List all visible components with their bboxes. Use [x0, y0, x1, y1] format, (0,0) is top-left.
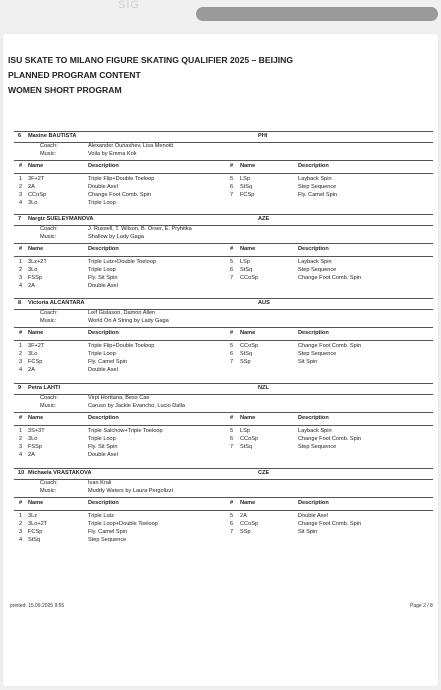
element-code: CCoSp [240, 521, 259, 527]
element-description: Change Foot Comb. Spin [88, 192, 152, 198]
coach-row [14, 143, 433, 151]
element-code: SSp [240, 529, 251, 535]
printed-timestamp: printed: 15.09.2025 9:55 [10, 603, 65, 609]
name-col-header: Name [240, 330, 256, 336]
element-row [14, 436, 433, 444]
start-number: 9 [18, 385, 22, 391]
element-code: 2A [240, 513, 247, 519]
element-number: 3 [19, 192, 23, 198]
hash-col-header: # [230, 246, 234, 252]
element-number: 6 [230, 436, 234, 442]
name-col-header: Name [240, 246, 256, 252]
element-table-header [14, 243, 433, 257]
music-value: Voila by Emma Kok [88, 151, 137, 157]
coach-label: Coach: [40, 310, 58, 316]
element-number: 5 [230, 176, 234, 182]
element-row [14, 351, 433, 359]
element-number: 3 [19, 444, 23, 450]
name-col-header: Name [28, 246, 44, 252]
element-description: Fly. Sit Spin [88, 275, 118, 281]
element-description: Double Axel [88, 452, 118, 458]
element-description: Fly. Camel Spin [88, 359, 128, 365]
element-number: 2 [19, 521, 23, 527]
element-code: LSp [240, 428, 250, 434]
coach-value: J. Russell, T. Wilson, B. Orser, E. Pryhitka [88, 226, 192, 232]
element-code: FCSp [28, 359, 43, 365]
element-description: Triple Lutz+Double Toeloop [88, 259, 156, 265]
element-row [14, 513, 433, 521]
nation-code: AUS [258, 300, 270, 306]
skater-entry [14, 214, 433, 291]
music-label: Music: [40, 488, 57, 494]
start-number: 10 [18, 470, 25, 476]
element-code: FCSp [240, 192, 255, 198]
element-number: 6 [230, 351, 234, 357]
element-description: Triple Flip+Double Toeloop [88, 176, 155, 182]
element-description: Triple Salchow+Triple Toeloop [88, 428, 163, 434]
element-description: Double Axel [88, 367, 118, 373]
element-row [14, 537, 433, 545]
description-col-header: Description [88, 246, 119, 252]
element-row [14, 283, 433, 291]
element-description: Change Foot Comb. Spin [298, 275, 362, 281]
element-number: 7 [230, 444, 234, 450]
element-code: CCoSp [240, 343, 259, 349]
skater-header [14, 298, 433, 310]
element-row [14, 444, 433, 452]
element-code: FCSp [28, 529, 43, 535]
description-col-header: Description [88, 415, 119, 421]
start-number: 8 [18, 300, 22, 306]
element-code: 2A [28, 184, 35, 190]
description-col-header: Description [88, 500, 119, 506]
element-description: Triple Lutz [88, 513, 114, 519]
element-description: Triple Loop [88, 267, 116, 273]
element-number: 5 [230, 428, 234, 434]
element-code: CCoSp [28, 192, 47, 198]
coach-label: Coach: [40, 226, 58, 232]
viewer-toolbar-pill[interactable] [196, 7, 438, 21]
scrolled-page-fragment: SIG [118, 0, 140, 11]
element-description: Step Sequence [298, 267, 337, 273]
element-number: 6 [230, 184, 234, 190]
music-row [14, 488, 433, 496]
element-description: Step Sequence [298, 444, 337, 450]
element-code: StSq [240, 267, 253, 273]
element-row [14, 529, 433, 537]
element-description: Layback Spin [298, 428, 332, 434]
element-row [14, 192, 433, 200]
start-number: 6 [18, 133, 22, 139]
name-col-header: Name [240, 500, 256, 506]
element-code: FSSp [28, 275, 42, 281]
element-code: FSSp [28, 444, 42, 450]
name-col-header: Name [28, 330, 44, 336]
coach-value: Ivan Krali [88, 480, 112, 486]
element-row [14, 521, 433, 529]
element-code: 3Lo [28, 436, 38, 442]
element-code: 3Lz+2T [28, 259, 47, 265]
music-value: Caruso by Jackie Evancho, Lucio Dalla [88, 403, 186, 409]
description-col-header: Description [298, 500, 329, 506]
element-description: Double Axel [88, 184, 118, 190]
element-description: Triple Loop [88, 200, 116, 206]
element-row [14, 259, 433, 267]
music-label: Music: [40, 403, 57, 409]
skater-entry [14, 131, 433, 208]
coach-label: Coach: [40, 480, 58, 486]
element-number: 1 [19, 343, 23, 349]
nation-code: NZL [258, 385, 269, 391]
name-col-header: Name [240, 163, 256, 169]
element-row [14, 359, 433, 367]
element-number: 7 [230, 275, 234, 281]
skater-entry [14, 298, 433, 375]
element-description: Layback Spin [298, 259, 332, 265]
element-number: 1 [19, 428, 23, 434]
coach-row [14, 480, 433, 488]
element-code: LSp [240, 259, 250, 265]
hash-col-header: # [230, 330, 234, 336]
element-number: 3 [19, 529, 23, 535]
element-number: 1 [19, 513, 23, 519]
music-value: Shallow by Lady Gaga [88, 234, 144, 240]
name-col-header: Name [28, 163, 44, 169]
element-description: Triple Loop [88, 351, 116, 357]
element-number: 4 [19, 283, 23, 289]
element-code: 2A [28, 283, 35, 289]
element-code: StSq [240, 444, 253, 450]
element-description: Fly. Camel Spin [88, 529, 128, 535]
music-label: Music: [40, 318, 57, 324]
element-code: LSp [240, 176, 250, 182]
hash-col-header: # [230, 500, 234, 506]
description-col-header: Description [298, 163, 329, 169]
name-col-header: Name [28, 500, 44, 506]
element-number: 1 [19, 176, 23, 182]
element-description: Fly. Sit Spin [88, 444, 118, 450]
hash-col-header: # [19, 330, 23, 336]
element-number: 7 [230, 529, 234, 535]
element-description: Sit Spin [298, 359, 318, 365]
element-number: 5 [230, 513, 234, 519]
element-table-header [14, 160, 433, 174]
element-code: 3Lz [28, 513, 38, 519]
music-label: Music: [40, 151, 57, 157]
element-number: 5 [230, 343, 234, 349]
element-description: Layback Spin [298, 176, 332, 182]
skater-header [14, 214, 433, 226]
description-col-header: Description [298, 330, 329, 336]
element-row [14, 275, 433, 283]
skater-name: Petra LAHTI [28, 385, 61, 391]
element-number: 4 [19, 200, 23, 206]
element-code: 3Lo [28, 200, 38, 206]
element-number: 7 [230, 359, 234, 365]
category-title: WOMEN SHORT PROGRAM [8, 85, 122, 95]
element-description: Double Axel [298, 513, 328, 519]
coach-row [14, 310, 433, 318]
coach-row [14, 226, 433, 234]
skater-header [14, 383, 433, 395]
skater-name: Victoria ALCANTARA [28, 300, 85, 306]
element-number: 6 [230, 267, 234, 273]
music-value: World On A String by Lady Gaga [88, 318, 169, 324]
name-col-header: Name [28, 415, 44, 421]
element-description: Step Sequence [88, 537, 127, 543]
hash-col-header: # [19, 163, 23, 169]
skater-name: Nargiz SUELEYMANOVA [28, 216, 94, 222]
coach-value: Alexander Ouriashev, Lisa Menotti [88, 143, 174, 149]
music-value: Muddy Waters by Laura Pergolizzi [88, 488, 173, 494]
music-row [14, 234, 433, 242]
element-description: Triple Loop+Double Toeloop [88, 521, 158, 527]
element-row [14, 176, 433, 184]
coach-label: Coach: [40, 143, 58, 149]
coach-value: Virpi Horttana, Bess Cae [88, 395, 150, 401]
hash-col-header: # [230, 415, 234, 421]
hash-col-header: # [230, 163, 234, 169]
element-code: 3S+3T [28, 428, 45, 434]
element-number: 4 [19, 367, 23, 373]
element-code: StSq [240, 351, 253, 357]
element-code: StSq [240, 184, 253, 190]
skater-header [14, 131, 433, 143]
coach-value: Leif Gislason, Damon Allen [88, 310, 156, 316]
element-description: Step Sequence [298, 351, 337, 357]
element-number: 2 [19, 267, 23, 273]
element-number: 2 [19, 184, 23, 190]
element-code: SSp [240, 359, 251, 365]
nation-code: CZE [258, 470, 270, 476]
element-code: 3F+2T [28, 343, 45, 349]
skater-entry [14, 383, 433, 460]
element-row [14, 343, 433, 351]
element-number: 3 [19, 359, 23, 365]
viewer-top-bar [0, 0, 441, 30]
element-code: 3Lo+2T [28, 521, 48, 527]
element-row [14, 184, 433, 192]
element-number: 7 [230, 192, 234, 198]
element-code: CCoSp [240, 275, 259, 281]
element-number: 6 [230, 521, 234, 527]
element-description: Double Axel [88, 283, 118, 289]
element-code: 2A [28, 452, 35, 458]
music-row [14, 151, 433, 159]
music-row [14, 318, 433, 326]
element-description: Change Foot Comb. Spin [298, 343, 362, 349]
hash-col-header: # [19, 415, 23, 421]
element-code: 3Lo [28, 351, 38, 357]
music-label: Music: [40, 234, 57, 240]
element-description: Fly. Camel Spin [298, 192, 338, 198]
element-number: 4 [19, 452, 23, 458]
description-col-header: Description [88, 330, 119, 336]
name-col-header: Name [240, 415, 256, 421]
element-description: Triple Flip+Double Toeloop [88, 343, 155, 349]
element-row [14, 200, 433, 208]
element-code: StSq [28, 537, 41, 543]
element-row [14, 428, 433, 436]
hash-col-header: # [19, 500, 23, 506]
description-col-header: Description [298, 415, 329, 421]
element-number: 2 [19, 351, 23, 357]
element-code: 2A [28, 367, 35, 373]
element-code: CCoSp [240, 436, 259, 442]
music-row [14, 403, 433, 411]
coach-label: Coach: [40, 395, 58, 401]
coach-row [14, 395, 433, 403]
element-code: 3Lo [28, 267, 38, 273]
nation-code: AZE [258, 216, 270, 222]
page-number: Page 2 / 8 [410, 603, 433, 609]
element-description: Step Sequence [298, 184, 337, 190]
element-number: 3 [19, 275, 23, 281]
nation-code: PHI [258, 133, 268, 139]
event-title: ISU SKATE TO MILANO FIGURE SKATING QUALIFIER 2025 – BEIJING [8, 55, 294, 65]
element-number: 2 [19, 436, 23, 442]
element-description: Sit Spin [298, 529, 318, 535]
element-row [14, 452, 433, 460]
skater-name: Michaela VRASTAKOVA [28, 470, 92, 476]
element-description: Triple Loop [88, 436, 116, 442]
element-row [14, 267, 433, 275]
element-number: 4 [19, 537, 23, 543]
description-col-header: Description [88, 163, 119, 169]
document-subtitle: PLANNED PROGRAM CONTENT [8, 70, 141, 80]
start-number: 7 [18, 216, 22, 222]
element-code: 3F+2T [28, 176, 45, 182]
element-number: 1 [19, 259, 23, 265]
element-number: 5 [230, 259, 234, 265]
description-col-header: Description [298, 246, 329, 252]
skater-entry [14, 468, 433, 545]
element-description: Change Foot Comb. Spin [298, 521, 362, 527]
element-table-header [14, 497, 433, 511]
hash-col-header: # [19, 246, 23, 252]
element-description: Change Foot Comb. Spin [298, 436, 362, 442]
element-table-header [14, 327, 433, 341]
element-row [14, 367, 433, 375]
element-table-header [14, 412, 433, 426]
skater-name: Maxine BAUTISTA [28, 133, 77, 139]
skater-header [14, 468, 433, 480]
